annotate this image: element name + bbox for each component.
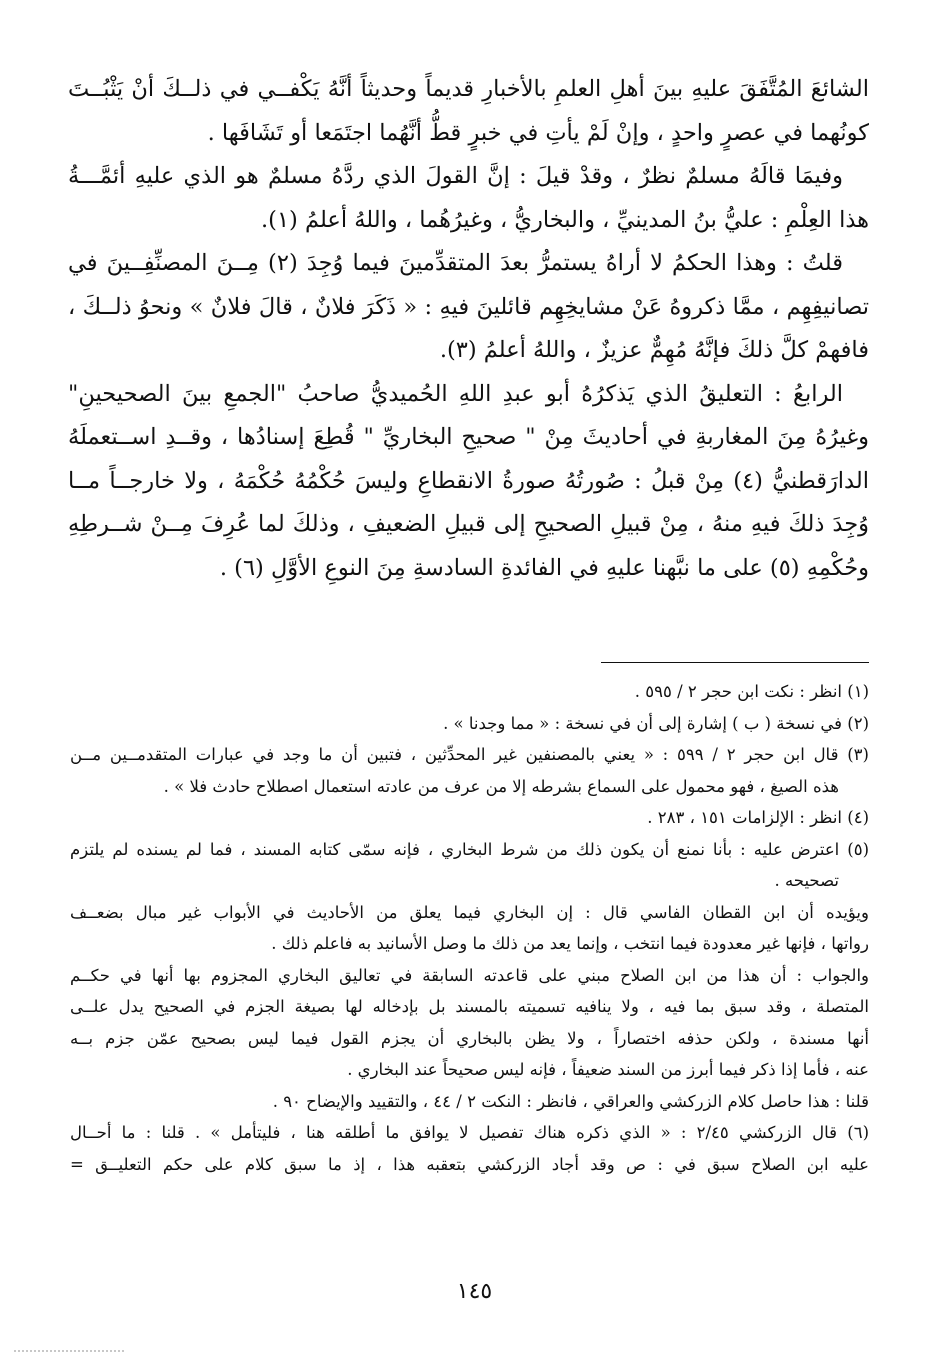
- page-number: ١٤٥: [456, 1279, 493, 1304]
- main-text-body: [68, 68, 869, 590]
- main-text-line: وفيمَا قالَهُ مسلمٌ نظرٌ ، وقدْ قيلَ : إنَّ القولَ الذي ردَّهُ مسلمٌ هو الذي عليهِ أئمَّـــةُ: [68, 163, 843, 189]
- main-text-line: الرابعُ : التعليقُ الذي يَذكرُهُ أبو عبدِ اللهِ الحُميديُّ صاحبُ "الجمعِ بينَ الصحيحينِ": [68, 380, 843, 407]
- footnote-line: (١) انظر : نكت ابن حجر ٢ / ٥٩٥ .: [634, 682, 869, 701]
- footnote-line: قلنا : هذا حاصل كلام الزركشي والعراقي ، فانظر : النكت ٢ / ٤٤ ، والتقييد والإيضاح ٩٠ .: [272, 1091, 869, 1111]
- footnote-line: عنه ، فأما إذا ذكر فيما أبرز من السند ضعيفاً ، فإنه ليس صحيحاً عند البخاري .: [347, 1060, 869, 1079]
- footnote-line: رواتها ، فإنها غير معدودة فيما انتخب ، وإنما يعد من ذلك ما وصل الأسانيد به فاعلم ذلك .: [271, 934, 869, 953]
- footnote-line: المتصلة ، وقد سبق بما فيه ، ولا ينافيه تسميته بالمسند بل بإدخاله لها بصيغة الجزم في الصحيح يدل علــى: [70, 997, 869, 1016]
- main-text-line: فافهمْ كلَّ ذلكَ فإنَّهُ مُهِمٌّ عزيزٌ ، واللهُ أعلمُ (٣).: [439, 337, 869, 363]
- footnote-line: (٦) قال الزركشي ٢/٤٥ : « الذي ذكره هناك تفصيل لا يوافق ما أطلقه هنا ، فليتأمل » . قلنا : ما أحــال: [70, 1123, 869, 1142]
- main-text-line: كونُهما في عصرٍ واحدٍ ، وإنْ لَمْ يأتِ في خبرٍ قطُّ أنَّهُما اجتَمَعا أو تَشَافَها .: [207, 119, 869, 146]
- footnote-divider: [601, 662, 869, 663]
- footnote-line: تصحيحه .: [774, 871, 839, 890]
- footnote-line: هذه الصيغ ، فهو محمول على السماع بشرطه إلا من عرف من عادته استعمال اصطلاح حادث فلا » .: [163, 776, 839, 796]
- footnote-line: ويؤيده أن ابن القطان الفاسي قال : إن البخاري فيما يعلق من الأحاديث في الأبواب غير مبال بضعــف: [70, 902, 869, 922]
- main-text-line: وُجِدَ ذلكَ فيهِ منهُ ، مِنْ قبيلِ الصحيحِ إلى قبيلِ الضعيفِ ، وذلكَ لما عُرِفَ مِــنْ شــرطِهِ: [68, 511, 869, 537]
- footnotes: [70, 676, 869, 1180]
- main-text-line: قلتُ : وهذا الحكمُ لا أراهُ يستمرُّ بعدَ المتقدِّمينَ فيما وُجِدَ (٢) مِــنَ المصنِّفِــينَ في: [68, 250, 843, 276]
- footnote-line: (٥) اعترض عليه : بأنا نمنع أن يكون ذلك من شرط البخاري ، فإنه سمّى كتابه المسند ، فما لم يسنده لم يلتزم: [70, 839, 869, 859]
- footnote-line: (٤) انظر : الإلزامات ١٥١ ، ٢٨٣ .: [647, 808, 869, 827]
- main-text-line: هذا العِلْمِ : عليُّ بنُ المدينيِّ ، والبخاريُّ ، وغيرُهُما ، واللهُ أعلمُ (١).: [261, 206, 869, 233]
- main-text-line: الشائعَ المُتَّفَقَ عليهِ بينَ أهلِ العلمِ بالأخبارِ قديماً وحديثاً أنَّهُ يَكْفــي في ذلــكَ أنْ يَثْبُــتَ: [68, 76, 869, 102]
- main-text-line: تصانيفِهِم ، ممَّا ذكروهُ عَنْ مشايخِهِم قائلينَ فيهِ : « ذَكَرَ فلانٌ ، قالَ فلانٌ » ونحوُ ذلــكَ ،: [68, 293, 869, 320]
- main-text-line: وغيرُهُ مِنَ المغاربةِ في أحاديثَ مِنْ " صحيحِ البخاريِّ " قُطِعَ إسنادُها ، وقــدِ اســتعملَهُ: [68, 424, 869, 450]
- scan-margin-marks: [14, 1350, 124, 1358]
- footnote-line: (٣) قال ابن حجر ٢ / ٥٩٩ : « يعني بالمصنفين غير المحدِّثين ، فتبين أن ما وجد في عبارات المتقدمــين مــن: [70, 745, 869, 764]
- footnote-line: عليه ابن الصلاح سبق في : ص وقد أجاد الزركشي بتعقبه هذا ، إذ ما سبق كلام على حكم التعليــق =: [70, 1154, 869, 1174]
- main-text-line: وحُكْمِهِ (٥) على ما نبَّهنا عليهِ في الفائدةِ السادسةِ مِنَ النوعِ الأوَّلِ (٦) .: [219, 554, 869, 581]
- footnote-line: والجواب : أن هذا من ابن الصلاح مبني على قاعدته السابقة في تعاليق البخاري المجزوم بها أنها في حكــم: [70, 965, 869, 985]
- footnote-line: (٢) في نسخة ( ب ) إشارة إلى أن في نسخة : « مما وجدنا » .: [443, 713, 869, 733]
- main-text-line: الدارَقطنيُّ (٤) مِنْ قبلُ : صُورتُهُ صورةُ الانقطاعِ وليسَ حُكْمُهُ حُكْمَهُ ، ولا خارجــاً مــا: [68, 467, 869, 494]
- footnote-line: أنها مسندة ، ولكن حذفه اختصاراً ، ولا يظن بالبخاري أن يجزم القول فيما ليس بصحيح عمّن جزم بــه: [70, 1028, 869, 1048]
